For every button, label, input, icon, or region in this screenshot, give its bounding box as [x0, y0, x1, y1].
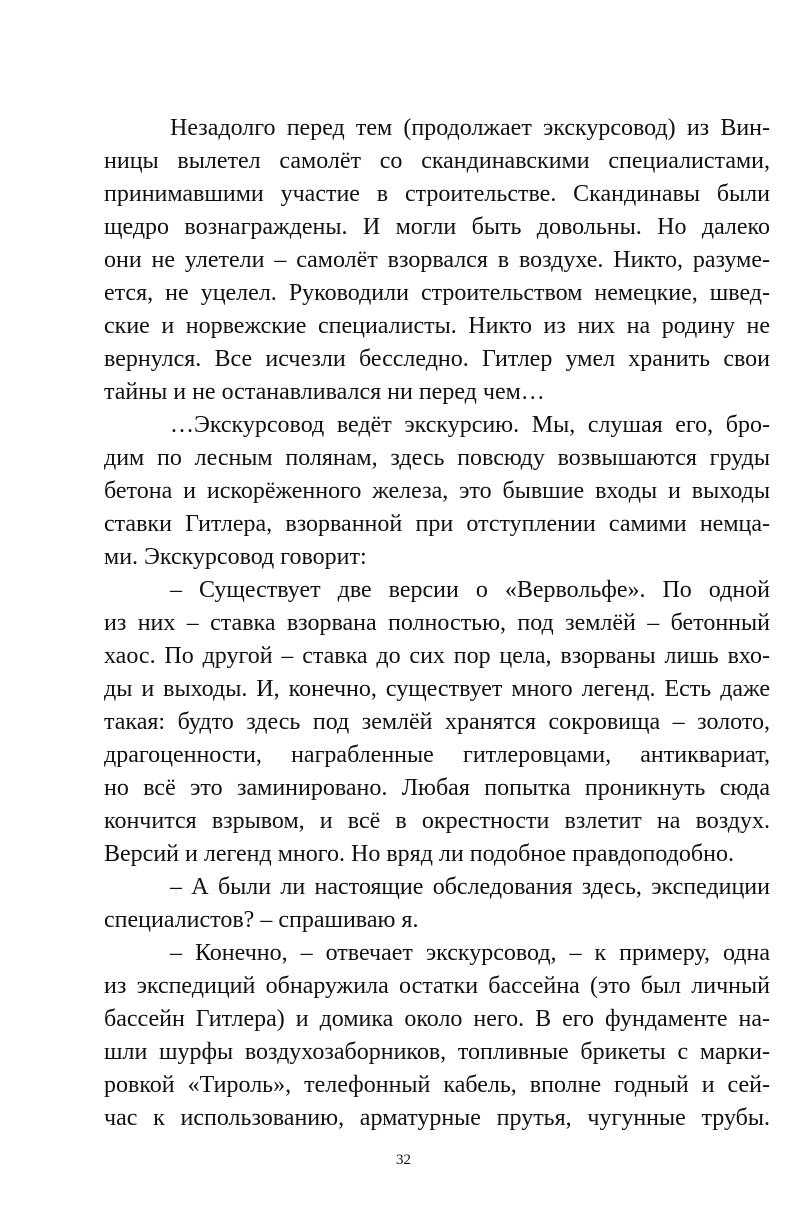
paragraph	[104, 409, 770, 574]
page-body	[104, 112, 770, 1135]
text-line: – Конечно, – отвечает экскурсовод, – к примеру, одна	[170, 940, 770, 966]
text-line: но всё это заминировано. Любая попытка проникнуть сюда	[104, 775, 770, 801]
paragraph	[104, 112, 770, 409]
text-line: бетона и искорёженного железа, это бывшие входы и выходы	[104, 478, 770, 504]
text-line: драгоценности, награбленные гитлеровцами, антиквариат,	[104, 742, 770, 768]
text-line: из них – ставка взорвана полностью, под землёй – бетонный	[104, 610, 770, 636]
text-line: ровкой «Тироль», телефонный кабель, вполне годный и сей-	[104, 1072, 770, 1098]
page-number: 32	[396, 1152, 411, 1168]
text-line: шли шурфы воздухозаборников, топливные брикеты с марки-	[104, 1039, 770, 1065]
text-line: хаос. По другой – ставка до сих пор цела, взорваны лишь вхо-	[104, 643, 770, 669]
text-line: принимавшими участие в строительстве. Скандинавы были	[104, 181, 770, 207]
paragraph	[104, 574, 770, 871]
text-line: бассейн Гитлера) и домика около него. В его фундаменте на-	[104, 1006, 770, 1032]
text-line: час к использованию, арматурные прутья, чугунные трубы.	[104, 1105, 770, 1131]
text-line: такая: будто здесь под землёй хранятся сокровища – золото,	[104, 709, 770, 735]
text-line: ставки Гитлера, взорванной при отступлении самими немца-	[104, 511, 770, 537]
text-line: ми. Экскурсовод говорит:	[104, 544, 367, 570]
text-line: ские и норвежские специалисты. Никто из них на родину не	[104, 313, 770, 339]
text-line: дим по лесным полянам, здесь повсюду возвышаются груды	[104, 445, 770, 471]
text-line: кончится взрывом, и всё в окрестности взлетит на воздух.	[104, 808, 770, 834]
paragraph	[104, 937, 770, 1135]
text-line: тайны и не останавливался ни перед чем…	[104, 379, 545, 405]
text-line: – А были ли настоящие обследования здесь, экспедиции	[170, 874, 770, 900]
text-line: – Существует две версии о «Вервольфе». По одной	[170, 577, 770, 603]
text-line: Незадолго перед тем (продолжает экскурсовод) из Вин-	[170, 115, 770, 141]
text-line: ется, не уцелел. Руководили строительством немецкие, швед-	[104, 280, 770, 306]
text-line: специалистов? – спрашиваю я.	[104, 907, 419, 933]
text-line: ды и выходы. И, конечно, существует много легенд. Есть даже	[104, 676, 770, 702]
text-line: …Экскурсовод ведёт экскурсию. Мы, слушая его, бро-	[170, 412, 770, 438]
text-line: Версий и легенд много. Но вряд ли подобное правдоподобно.	[104, 841, 734, 867]
text-line: ницы вылетел самолёт со скандинавскими специалистами,	[104, 148, 770, 174]
text-line: вернулся. Все исчезли бесследно. Гитлер умел хранить свои	[104, 346, 770, 372]
text-line: щедро вознаграждены. И могли быть довольны. Но далеко	[104, 214, 770, 240]
paragraph	[104, 871, 770, 937]
text-line: они не улетели – самолёт взорвался в воздухе. Никто, разуме-	[104, 247, 770, 273]
text-line: из экспедиций обнаружила остатки бассейна (это был личный	[104, 973, 770, 999]
